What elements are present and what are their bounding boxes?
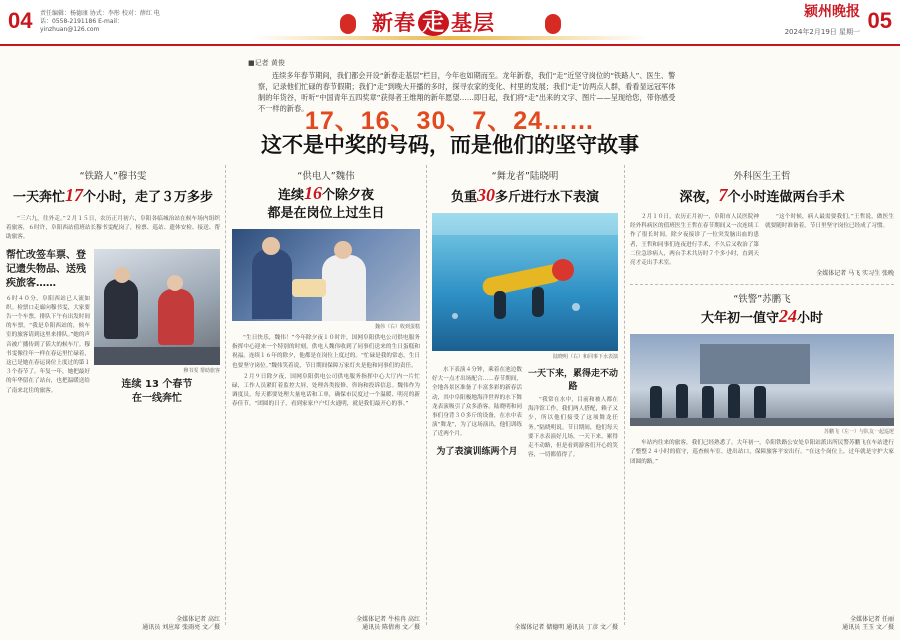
photo-railway-station xyxy=(94,249,220,365)
article-body: 水下表演４分钟，乘着在池边数好大一点才出场配合……春节期间，全地各景区准备了丰富多彩的新春活动，其中阜阳极地海洋世界的水下舞龙表演吸引了众多游客。陆晓明和同事们身背３０多斤的设备，在水中表演“舞龙”，为了这场演出，他们训练了近两个月。 xyxy=(432,367,522,438)
newspaper-name: 颍州晚报 xyxy=(804,4,860,20)
title-text: 一天奔忙 xyxy=(12,190,65,205)
article-title xyxy=(432,186,618,207)
article-railway xyxy=(6,162,220,634)
article-power xyxy=(232,162,420,634)
article-tag: “舞龙者”陆晓明 xyxy=(491,171,559,182)
title-text: 个除夕夜 xyxy=(322,188,375,203)
article-body: 车站内往来的旅客，我们已经熟悉了。大年初一，阜阳铁路公安处阜阳站派出所民警苏鹏飞在车站进行了整整２４小时的值守，巡查候车室、进出站口，保障旅客平安出行。“在这个岗位上，过年就是守护大家团圆的路。” xyxy=(630,440,894,465)
editor-info: 责任编辑：杨德康 协式：李彤 校对：薛红 电话：0558-2191186 E-mail：yinzhuan@126.com xyxy=(40,10,160,33)
column-divider xyxy=(426,165,427,625)
title-text: 个小时连做两台手术 xyxy=(727,190,845,205)
title-text: 小时 xyxy=(797,311,824,327)
title-text: 多斤进行水下表演 xyxy=(495,190,600,205)
article-doctor-police xyxy=(630,162,894,634)
article-dragon-dance xyxy=(432,162,618,634)
title-text: 个小时，走了３万多步 xyxy=(83,190,214,205)
reporter-line: ■记者 黄俊 xyxy=(248,59,285,67)
title-number: 17 xyxy=(65,185,83,205)
article-body: ２月９日除夕夜，国网阜阳供电公司供电服务指挥中心大厅内一片忙碌，工作人员紧盯着监控大屏，处理各类报修、咨询和投诉信息。魏伟作为调度员，每天都要处理大量电话和工单，确保市民度过一个温暖、明亮的新春佳节。“团圆的日子，看到家家户户灯火通明，就是我们最开心的事。” xyxy=(232,373,420,408)
article-tag: “铁警”苏鹏飞 xyxy=(733,294,791,306)
article-tag: “供电人”魏伟 xyxy=(297,171,355,182)
article-byline: 全媒体记者 高红 通讯员 刘应席 张雨亮 文／摄 xyxy=(142,616,220,631)
article-lead: “三六九，往外走。”２月１５日，农历正月初六，阜阳各临城治站在候车场内组织着旅客，６时许，阜阳西站值班站长穆书雯配岗了，检票、巡站、遗体安检、接送、帮助旅客。 xyxy=(6,216,220,241)
article-byline: 全媒体记者 牛桂冉 高红 通讯员 陈倩南 文／摄 xyxy=(356,616,420,631)
article-byline: 全媒体记者 任丽 通讯员 王玉 文／摄 xyxy=(842,616,894,631)
subheading: 连续 13 个春节 在一线奔忙 xyxy=(121,378,193,404)
photo-railway-police xyxy=(630,334,894,426)
section-title-mid: 走 xyxy=(418,10,449,36)
photo-caption: 穆书雯 帮助旅客 xyxy=(183,367,220,374)
photo-power-birthday xyxy=(232,229,420,321)
lantern-icon xyxy=(545,14,561,34)
photo-underwater-dragon xyxy=(432,213,618,351)
photo-caption: 魏伟（右）收到蛋糕 xyxy=(374,324,420,330)
article-body: “生日快乐，魏伟！”今年除夕夜１０时许，国网阜阳供电公司供电服务指挥中心迎来一个特别的时刻，供电人魏伟收到了同事们送来的生日蛋糕和祝福。连续１６年的除夕，他都是在岗位上度过的。“忙碌是我的常态，生日也要坚守岗位。”魏伟笑着说，节日期间保障万家灯火是他和同事们的责任。 xyxy=(232,335,420,369)
headline-main: 这不是中奖的号码，而是他们的坚守故事 xyxy=(261,133,639,157)
photo-caption: 陆晓明（右）和同事下水表演 xyxy=(552,354,618,360)
issue-date: 2024年2月19日 星期一 xyxy=(784,28,860,36)
article-tag: 外科医生王哲 xyxy=(733,171,791,182)
column-divider xyxy=(225,165,226,625)
article-body: “这个时候，病人最需要我们。”王哲说，做医生就要随时准备着，节日里坚守岗位已经成了习惯。 xyxy=(765,214,894,230)
article-title xyxy=(232,184,420,223)
title-text: 深夜， xyxy=(679,190,719,205)
article-body: ６时４０分，阜阳西站已人流如织。检票口走廊向穆书雯，大家要告一个车票，排队下午有出发时间的车票。“我是阜阳西站的，候车室的旅客请到这里来排队。”她的声音被广播传到了偌大的候车厅。穆书雯像往年一样在春运里忙碌着，这已是她在春运岗位上度过的第１３个春节了。年复一年，她把最好的年华留在了站台，也把温暖送给了南来北往的旅客。 xyxy=(6,295,91,394)
title-text: 负重 xyxy=(450,190,477,205)
photo-caption: 苏鹏飞（左一）与队友一起巡逻 xyxy=(823,429,894,436)
article-title xyxy=(630,307,894,328)
title-text: 连续 xyxy=(277,188,304,203)
title-number: 7 xyxy=(718,185,728,205)
title-number: 24 xyxy=(779,306,797,327)
section-title-pre: 新春 xyxy=(372,10,416,35)
article-byline: 全媒体记者 储德明 通讯员 丁彦 文／摄 xyxy=(514,624,618,631)
pull-quote: 帮忙改签车票、登记遗失物品、送残疾旅客…… xyxy=(6,249,86,289)
subheading: 为了表演训练两个月 xyxy=(436,446,518,457)
article-title xyxy=(6,186,220,207)
column-divider xyxy=(624,165,625,625)
page-number-left: 04 xyxy=(8,8,33,33)
article-tag: “铁路人”穆书雯 xyxy=(79,171,147,182)
article-title xyxy=(630,186,894,207)
headline-numbers: 17、16、30、7、24…… xyxy=(304,107,596,135)
title-text: 都是在岗位上过生日 xyxy=(267,206,385,221)
title-text: 大年初一值守 xyxy=(700,311,779,327)
article-body: “我常在水中，目前和被人都在海洋馆工作，我们两人搭配，赖子又少，所以他们接受了这项舞龙任务。”陆晓明说。节日期间，他们每天要下水表演好几场，一天下来，累得走不动路，但是看到游客们开心的笑容，一切都值得了。 xyxy=(528,397,618,459)
title-number: 16 xyxy=(304,183,322,203)
page-number-right: 05 xyxy=(867,8,892,33)
article-byline: 全媒体记者 马飞 实习生 张晚 xyxy=(816,270,894,278)
subheading: 一天下来，累得走不动路 xyxy=(528,369,619,392)
section-title-post: 基层 xyxy=(451,10,496,35)
intro-paragraph: 连续多年春节期间，我们都会开设“新春走基层”栏目，今年也如期而至。龙年新春，我们“走”近坚守岗位的“铁路人”、医生、警察，记录他们忙碌的春节假期；我们“走”到晚大开播的多时，探寻农家的变化、村里的发展；我们“走”访两点人群，看看显远冠军体制的年货谷，听听“中国青年五四奖章”获得者王维翔的新年愿望……即日起，我们将“走”出来的文字、图片——呈现给您，带你感受不一样的新春。 xyxy=(258,71,676,113)
decorative-gold-bar xyxy=(250,36,650,40)
page-header xyxy=(0,0,900,46)
lantern-icon xyxy=(340,14,356,34)
section-title xyxy=(372,6,495,37)
article-body: ２月１０日，农历正月初一，阜阳市人民医院神经外科病区的值班医生王哲在春节期间又一次连续工作了很长时间。除夕夜接诊了一位突发脑出血的患者，王哲和同事们连夜进行手术，不久后又收治了第二位急诊病人，两台手术共历时７个多小时，直到天亮才走出手术室。 xyxy=(630,214,759,267)
title-number: 30 xyxy=(477,185,495,205)
